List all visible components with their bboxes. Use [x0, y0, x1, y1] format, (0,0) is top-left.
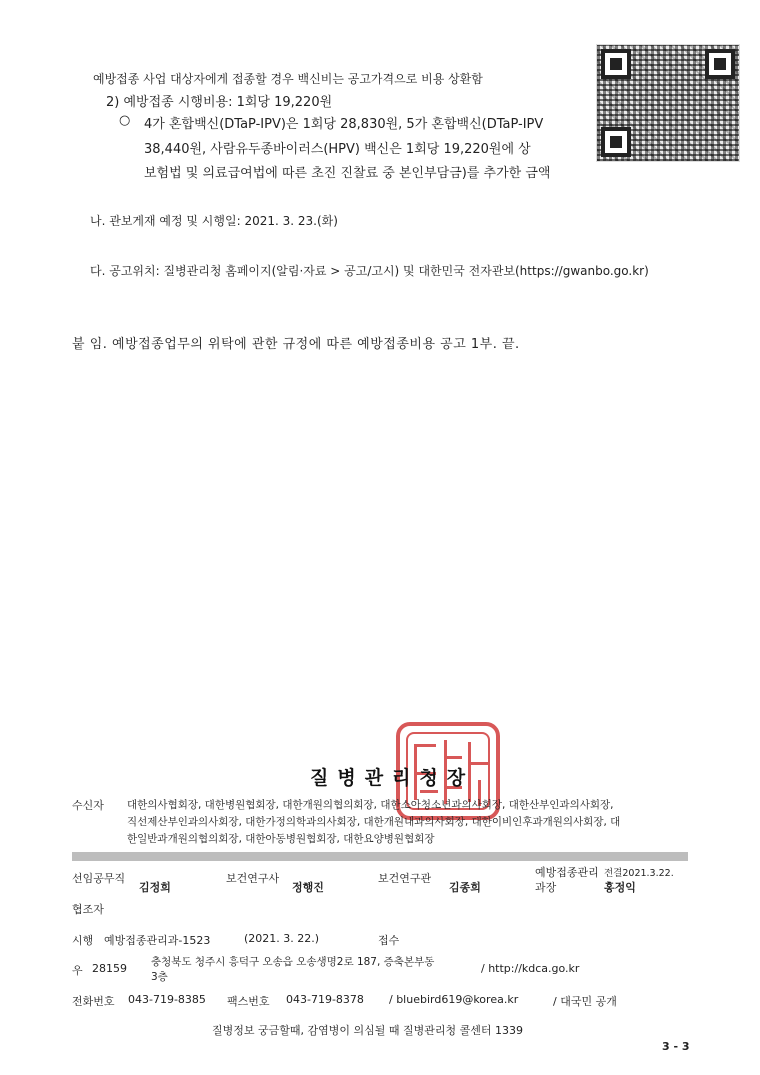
bullet-line-1: 4가 혼합백신(DTaP-IPV)은 1회당 28,830원, 5가 혼합백신(DTaP-IPV	[144, 117, 544, 132]
approver-role-1: 선임공무직	[72, 872, 126, 885]
agency-head-name: 질병관리청장	[310, 767, 475, 789]
postal-label: 우	[72, 964, 83, 977]
approver-name-2: 정행진	[292, 881, 324, 894]
receipt-label: 접수	[378, 934, 400, 947]
qr-finder-top-right	[705, 49, 735, 79]
fax-number: 043-719-8378	[286, 993, 364, 1006]
enforce-label: 시행	[72, 934, 94, 947]
qr-finder-bottom-left	[601, 127, 631, 157]
section-publication-date: 나. 관보게재 예정 및 시행일: 2021. 3. 23.(화)	[90, 214, 338, 228]
qr-finder-top-left	[601, 49, 631, 79]
postal-code: 28159	[92, 962, 127, 975]
section-notice-location: 다. 공고위치: 질병관리청 홈페이지(알림·자료 > 공고/고시) 및 대한민국 전자관보(https://gwanbo.go.kr)	[90, 264, 649, 278]
homepage-link[interactable]: / http://kdca.go.kr	[481, 962, 580, 975]
recipients-label: 수신자	[72, 799, 104, 812]
approver-role-4-suffix: 과장	[535, 881, 557, 894]
attachment-line: 붙 임. 예방접종업무의 위탁에 관한 규정에 따른 예방접종비용 공고 1부. 끝.	[72, 337, 520, 352]
enforce-date: (2021. 3. 22.)	[244, 932, 320, 945]
approval-date: 전결2021.3.22.	[604, 868, 674, 879]
enforce-number: 예방접종관리과-1523	[104, 934, 211, 947]
recipients-line-2: 직선제산부인과의사회장, 대한가정의학과의사회장, 대한개원내과의사회장, 대한이비인후과개원의사회장, 대	[127, 816, 621, 828]
fax-label: 팩스번호	[227, 995, 270, 1008]
page-number: 3 - 3	[662, 1040, 690, 1053]
bullet-line-2: 38,440원, 사람유두종바이러스(HPV) 백신은 1회당 19,220원에 상	[144, 142, 531, 157]
cooperator-label: 협조자	[72, 903, 104, 916]
qr-code	[596, 44, 740, 162]
approver-name-4: 홍정익	[604, 881, 636, 894]
email-link[interactable]: / bluebird619@korea.kr	[389, 993, 519, 1006]
approver-role-2: 보건연구사	[226, 872, 280, 885]
bullet-circle: ○	[119, 113, 131, 128]
intro-line: 예방접종 사업 대상자에게 접종할 경우 백신비는 공고가격으로 비용 상환함	[93, 72, 483, 86]
address-line-2: 3층	[151, 971, 168, 983]
item-execution-cost: 2) 예방접종 시행비용: 1회당 19,220원	[106, 95, 333, 110]
approver-role-3: 보건연구관	[378, 872, 432, 885]
callcenter-notice: 질병정보 궁금할때, 감염병이 의심될 때 질병관리청 콜센터 1339	[212, 1024, 523, 1037]
approver-name-3: 김종희	[449, 881, 481, 894]
footer-divider	[72, 852, 688, 861]
approver-role-4: 예방접종관리	[535, 866, 599, 879]
address-line-1: 충청북도 청주시 흥덕구 오송읍 오송생명2로 187, 증축본부동	[151, 956, 435, 968]
recipients-line-3: 한일반과개원의협의회장, 대한아동병원협회장, 대한요양병원협회장	[127, 833, 435, 845]
disclosure-type: / 대국민 공개	[553, 995, 617, 1008]
bullet-line-3: 보험법 및 의료급여법에 따른 초진 진찰료 중 본인부담금)를 추가한 금액	[144, 166, 551, 181]
approver-name-1: 김정희	[139, 881, 171, 894]
phone-label: 전화번호	[72, 995, 115, 1008]
recipients-line-1: 대한의사협회장, 대한병원협회장, 대한개원의협의회장, 대한소아청소년과의사회장, 대한산부인과의사회장,	[127, 799, 614, 811]
phone-number: 043-719-8385	[128, 993, 206, 1006]
